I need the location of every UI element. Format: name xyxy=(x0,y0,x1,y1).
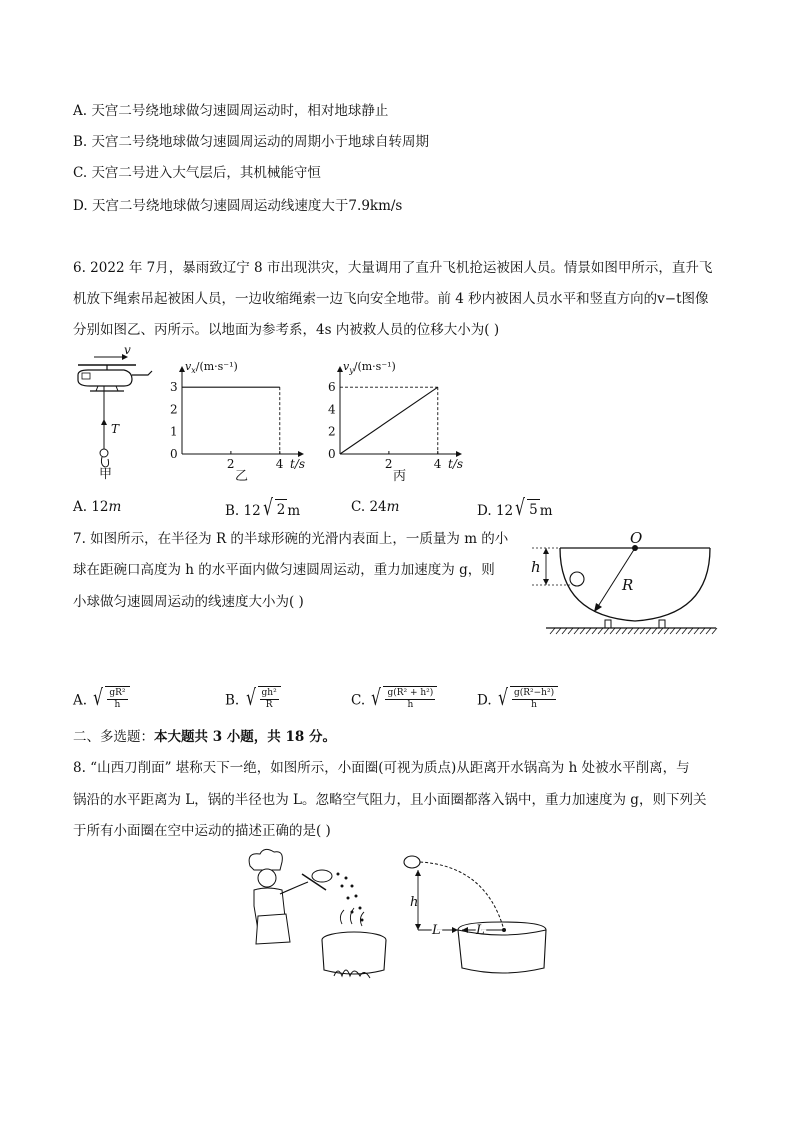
hatch-line xyxy=(604,628,609,634)
pot-rim-front xyxy=(458,930,546,935)
hatch-line xyxy=(562,628,567,634)
hatch-line xyxy=(634,628,639,634)
chef-apron xyxy=(256,914,290,944)
y-tick-label: 1 xyxy=(170,424,178,439)
helicopter-body xyxy=(78,370,132,386)
y-tick-label: 4 xyxy=(328,402,336,417)
q7-stem-line1: 7. 如图所示，在半径为 R 的半球形碗的光滑内表面上，一质量为 m 的小 xyxy=(73,531,509,547)
helicopter-tail xyxy=(132,371,152,375)
hatch-line xyxy=(712,628,717,634)
hatch-line xyxy=(676,628,681,634)
chef-arm xyxy=(280,882,308,894)
hatch-line xyxy=(586,628,591,634)
hatch-line xyxy=(658,628,663,634)
steam xyxy=(340,908,364,926)
center-label: O xyxy=(630,529,643,547)
q6-option-b: B. 12 √ 2 m xyxy=(225,496,301,521)
velocity-label: v xyxy=(124,345,131,357)
q6-option-a: A. 12m xyxy=(73,499,122,515)
q5-option-b: B. 天宫二号绕地球做匀速圆周运动的周期小于地球自转周期 xyxy=(73,134,430,150)
skid-strut xyxy=(96,386,98,391)
figure-caption-jia: 甲 xyxy=(99,467,113,480)
helicopter-figure xyxy=(66,345,161,480)
hatch-line xyxy=(622,628,627,634)
q5-option-d: D. 天宫二号绕地球做匀速圆周运动线速度大于7.9km/s xyxy=(73,198,403,214)
tension-label: T xyxy=(111,422,120,436)
hatch-line xyxy=(598,628,603,634)
bowl-outline xyxy=(560,548,710,621)
y-tick-label: 6 xyxy=(328,380,336,395)
q7-stem-line2: 球在距碗口高度为 h 的水平面内做匀速圆周运动，重力加速度为 g，则 xyxy=(73,562,495,578)
x-tick-label: 2 xyxy=(226,457,235,471)
q7-option-a: A. √ $\frac{\text{gR²}}{h}$ xyxy=(73,686,130,711)
y-tick-label: 0 xyxy=(328,447,336,461)
y-tick-label: 2 xyxy=(328,424,336,439)
hatch-line xyxy=(646,628,651,634)
ground-hatch xyxy=(550,628,717,634)
bowl-foot-left xyxy=(605,620,611,628)
x-axis-label: t/s xyxy=(448,457,464,471)
radius-arrowhead xyxy=(594,603,602,612)
y-tick-label: 2 xyxy=(170,402,178,417)
y-tick-label: 0 xyxy=(170,447,178,461)
hatch-line xyxy=(682,628,687,634)
bowl-foot-right xyxy=(659,620,665,628)
bowl-figure xyxy=(524,528,724,638)
distance-label-2: L xyxy=(476,923,485,938)
chef-head xyxy=(258,869,276,887)
q6-option-d: D. 12 √ 5 m xyxy=(477,496,553,521)
q5-option-a: A. 天宫二号绕地球做匀速圆周运动时，相对地球静止 xyxy=(73,103,389,119)
height-label: h xyxy=(531,558,541,576)
noodle-dot xyxy=(404,856,420,868)
hatch-line xyxy=(652,628,657,634)
person-body xyxy=(101,457,108,467)
hatch-line xyxy=(556,628,561,634)
radius-label: R xyxy=(622,576,634,594)
tension-arrowhead xyxy=(101,419,107,425)
chart-bing xyxy=(318,358,468,483)
hatch-line xyxy=(670,628,675,634)
hatch-line xyxy=(592,628,597,634)
pot-body xyxy=(322,940,386,974)
y-axis-label: $v_y/(m\cdot s^{-1})$ xyxy=(343,360,396,375)
x-tick-label: 4 xyxy=(433,457,442,471)
x-axis-label: t/s xyxy=(290,457,306,471)
trajectory xyxy=(420,862,504,930)
chef-illustration xyxy=(242,846,392,986)
q6-option-c: C. 24m xyxy=(351,499,400,515)
q7-option-b: B. √ $\frac{\text{gh²}}{R}$ xyxy=(225,686,281,711)
q6-stem-line3: 分别如图乙、丙所示。以地面为参考系，4s 内被救人员的位移大小为( ) xyxy=(73,322,500,338)
hatch-line xyxy=(640,628,645,634)
hatch-line xyxy=(706,628,711,634)
hatch-line xyxy=(688,628,693,634)
dough-block xyxy=(312,870,332,882)
y-axis-label: $v_x/(m\cdot s^{-1})$ xyxy=(185,360,238,375)
q8-stem-line2: 锅沿的水平距离为 L，锅的半径也为 L。忽略空气阻力，且小面圈都落入锅中，重力加速度为 g，则下列关 xyxy=(73,792,707,808)
q7-stem-line3: 小球做匀速圆周运动的线速度大小为( ) xyxy=(73,594,304,610)
chef-hat xyxy=(249,849,282,870)
hatch-line xyxy=(616,628,621,634)
q8-stem-line3: 于所有小面圈在空中运动的描述正确的是( ) xyxy=(73,823,331,839)
hatch-line xyxy=(694,628,699,634)
q8-stem-line1: 8. “山西刀削面” 堪称天下一绝，如图所示，小面圈(可视为质点)从距离开水锅高为 h 处被水平削离，与 xyxy=(73,760,690,776)
hatch-line xyxy=(580,628,585,634)
hatch-line xyxy=(664,628,669,634)
section-heading: 二、多选题：本大题共 3 小题，共 18 分。 xyxy=(73,729,336,745)
figure-caption: 乙 xyxy=(235,469,249,483)
hatch-line xyxy=(568,628,573,634)
projectile-diagram xyxy=(396,850,556,980)
q7-option-d: D. √ $\frac{\text{g(R²−h²)}}{h}$ xyxy=(477,686,558,711)
skid-strut xyxy=(116,386,118,391)
x-tick-label: 4 xyxy=(275,457,284,471)
person-head xyxy=(100,449,108,457)
hatch-line xyxy=(550,628,555,634)
hatch-line xyxy=(628,628,633,634)
hatch-line xyxy=(574,628,579,634)
q7-option-c: C. √ $\frac{\text{g(R² + h²)}}{h}$ xyxy=(351,686,437,711)
chart-yi xyxy=(160,358,310,483)
q6-stem-line1: 6. 2022 年 7月，暴雨致辽宁 8 市出现洪灾，大量调用了直升飞机抢运被困人员。情景如图甲所示，直升飞 xyxy=(73,260,713,276)
x-tick-label: 2 xyxy=(384,457,393,471)
y-tick-label: 3 xyxy=(170,380,178,395)
ball xyxy=(570,572,584,586)
figure-caption: 丙 xyxy=(393,469,407,483)
hatch-line xyxy=(700,628,705,634)
height-label: h xyxy=(410,895,419,910)
distance-label-1: L xyxy=(432,923,441,938)
q6-stem-line2: 机放下绳索吊起被困人员，一边收缩绳索一边飞向安全地带。前 4 秒内被困人员水平和竖直方向的v−t图像 xyxy=(73,291,709,307)
flying-noodles xyxy=(337,873,364,922)
q5-option-c: C. 天宫二号进入大气层后，其机械能守恒 xyxy=(73,165,321,181)
series-line xyxy=(340,387,438,454)
hatch-line xyxy=(610,628,615,634)
